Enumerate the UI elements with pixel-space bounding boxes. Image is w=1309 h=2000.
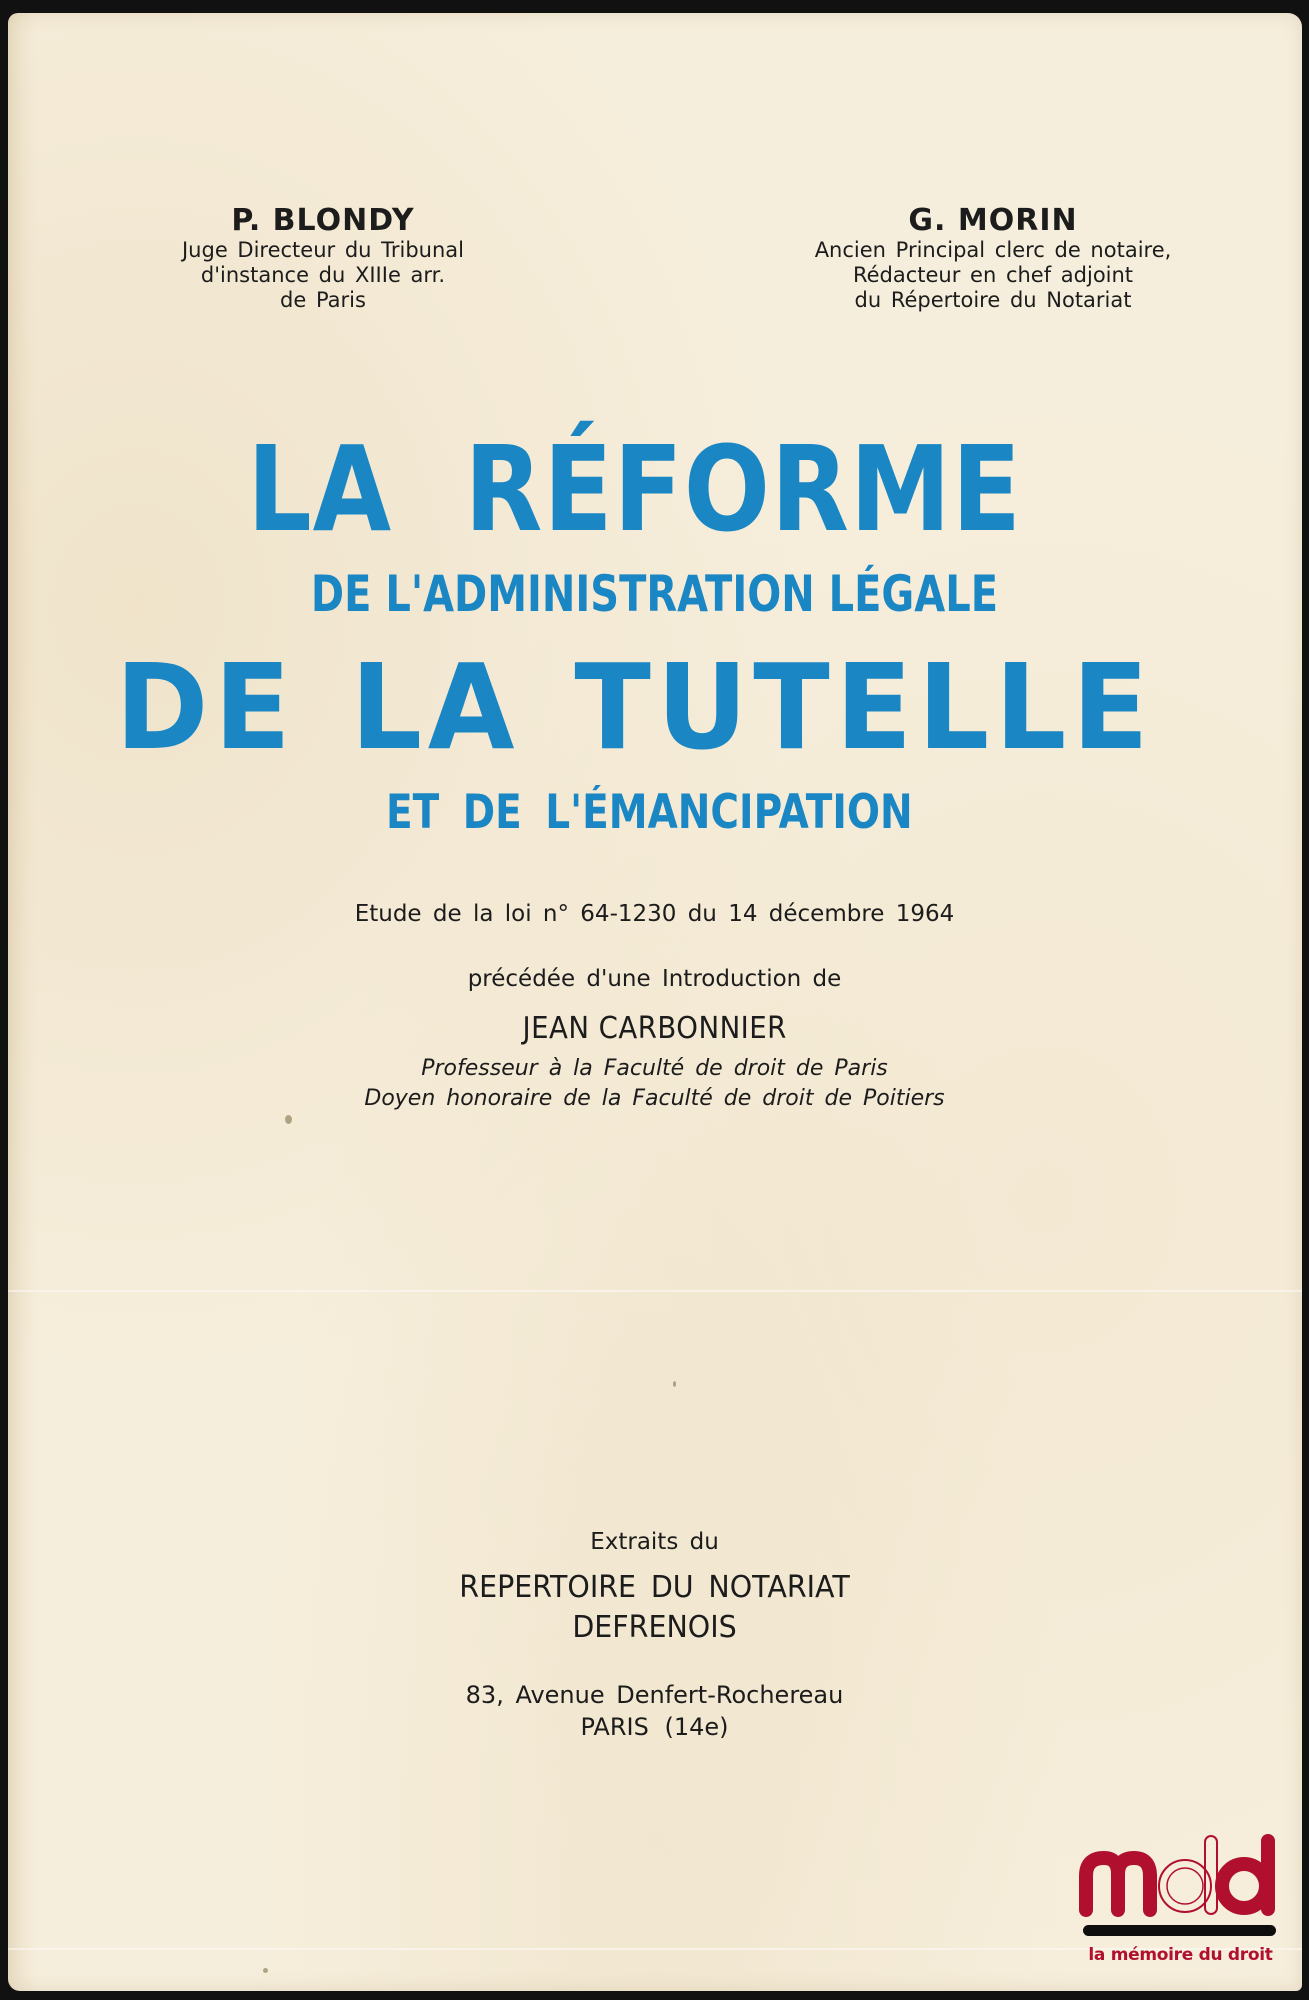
study-subject: Etude de la loi n° 64-1230 du 14 décembre 1964 bbox=[354, 901, 955, 927]
introducer-wrap bbox=[0, 1013, 1309, 1045]
author-description-line: du Répertoire du Notariat bbox=[854, 288, 1132, 312]
paper-crease bbox=[8, 1290, 1302, 1292]
paper-speck bbox=[285, 1115, 292, 1124]
subtitle-emancipation: ET DE L'ÉMANCIPATION bbox=[386, 785, 913, 840]
author-description-line: d'instance du XIIIe arr. bbox=[200, 263, 446, 287]
author-description-line: Rédacteur en chef adjoint bbox=[852, 263, 1134, 287]
logo-tagline: la mémoire du droit bbox=[1088, 1945, 1273, 1965]
main-title-tutelle: DE LA TUTELLE bbox=[115, 638, 1154, 776]
publisher-city: PARIS (14e) bbox=[580, 1713, 729, 1741]
publisher-address: 83, Avenue Denfert-Rochereau bbox=[465, 1681, 844, 1709]
title-line-3 bbox=[0, 638, 1289, 776]
author-right bbox=[773, 204, 1213, 313]
paper-speck bbox=[263, 1968, 268, 1973]
author-description-line: de Paris bbox=[280, 288, 366, 312]
author-name: G. MORIN bbox=[908, 203, 1078, 238]
publisher-imprint: DEFRENOIS bbox=[572, 1610, 737, 1645]
publisher-imprint-wrap bbox=[0, 1611, 1309, 1645]
publisher-name: REPERTOIRE DU NOTARIAT bbox=[459, 1570, 850, 1605]
preceded-by: précédée d'une Introduction de bbox=[467, 966, 842, 992]
mdd-logo-icon bbox=[1078, 1828, 1283, 1923]
introducer-title-2: Doyen honoraire de la Faculté de droit de Poitiers bbox=[364, 1086, 945, 1111]
publisher-name-wrap bbox=[0, 1571, 1309, 1605]
author-name: P. BLONDY bbox=[231, 203, 415, 238]
introducer-title-1: Professeur à la Faculté de droit de Paris bbox=[421, 1056, 888, 1081]
title-line-2 bbox=[0, 565, 1309, 623]
paper-speck bbox=[673, 1381, 676, 1387]
title-line-4 bbox=[0, 785, 1304, 840]
mdd-logo bbox=[1078, 1828, 1283, 1973]
author-description-line: Ancien Principal clerc de notaire, bbox=[814, 238, 1172, 262]
introducer-name: JEAN CARBONNIER bbox=[522, 1011, 787, 1046]
author-description-line: Juge Directeur du Tribunal bbox=[181, 238, 465, 262]
publisher-intro: Extraits du bbox=[590, 1529, 719, 1555]
author-left bbox=[123, 204, 523, 313]
logo-divider bbox=[1083, 1925, 1276, 1936]
title-line-1 bbox=[0, 420, 1289, 558]
main-title-reforme: LA RÉFORME bbox=[247, 420, 1022, 558]
subtitle-administration: DE L'ADMINISTRATION LÉGALE bbox=[310, 565, 999, 623]
